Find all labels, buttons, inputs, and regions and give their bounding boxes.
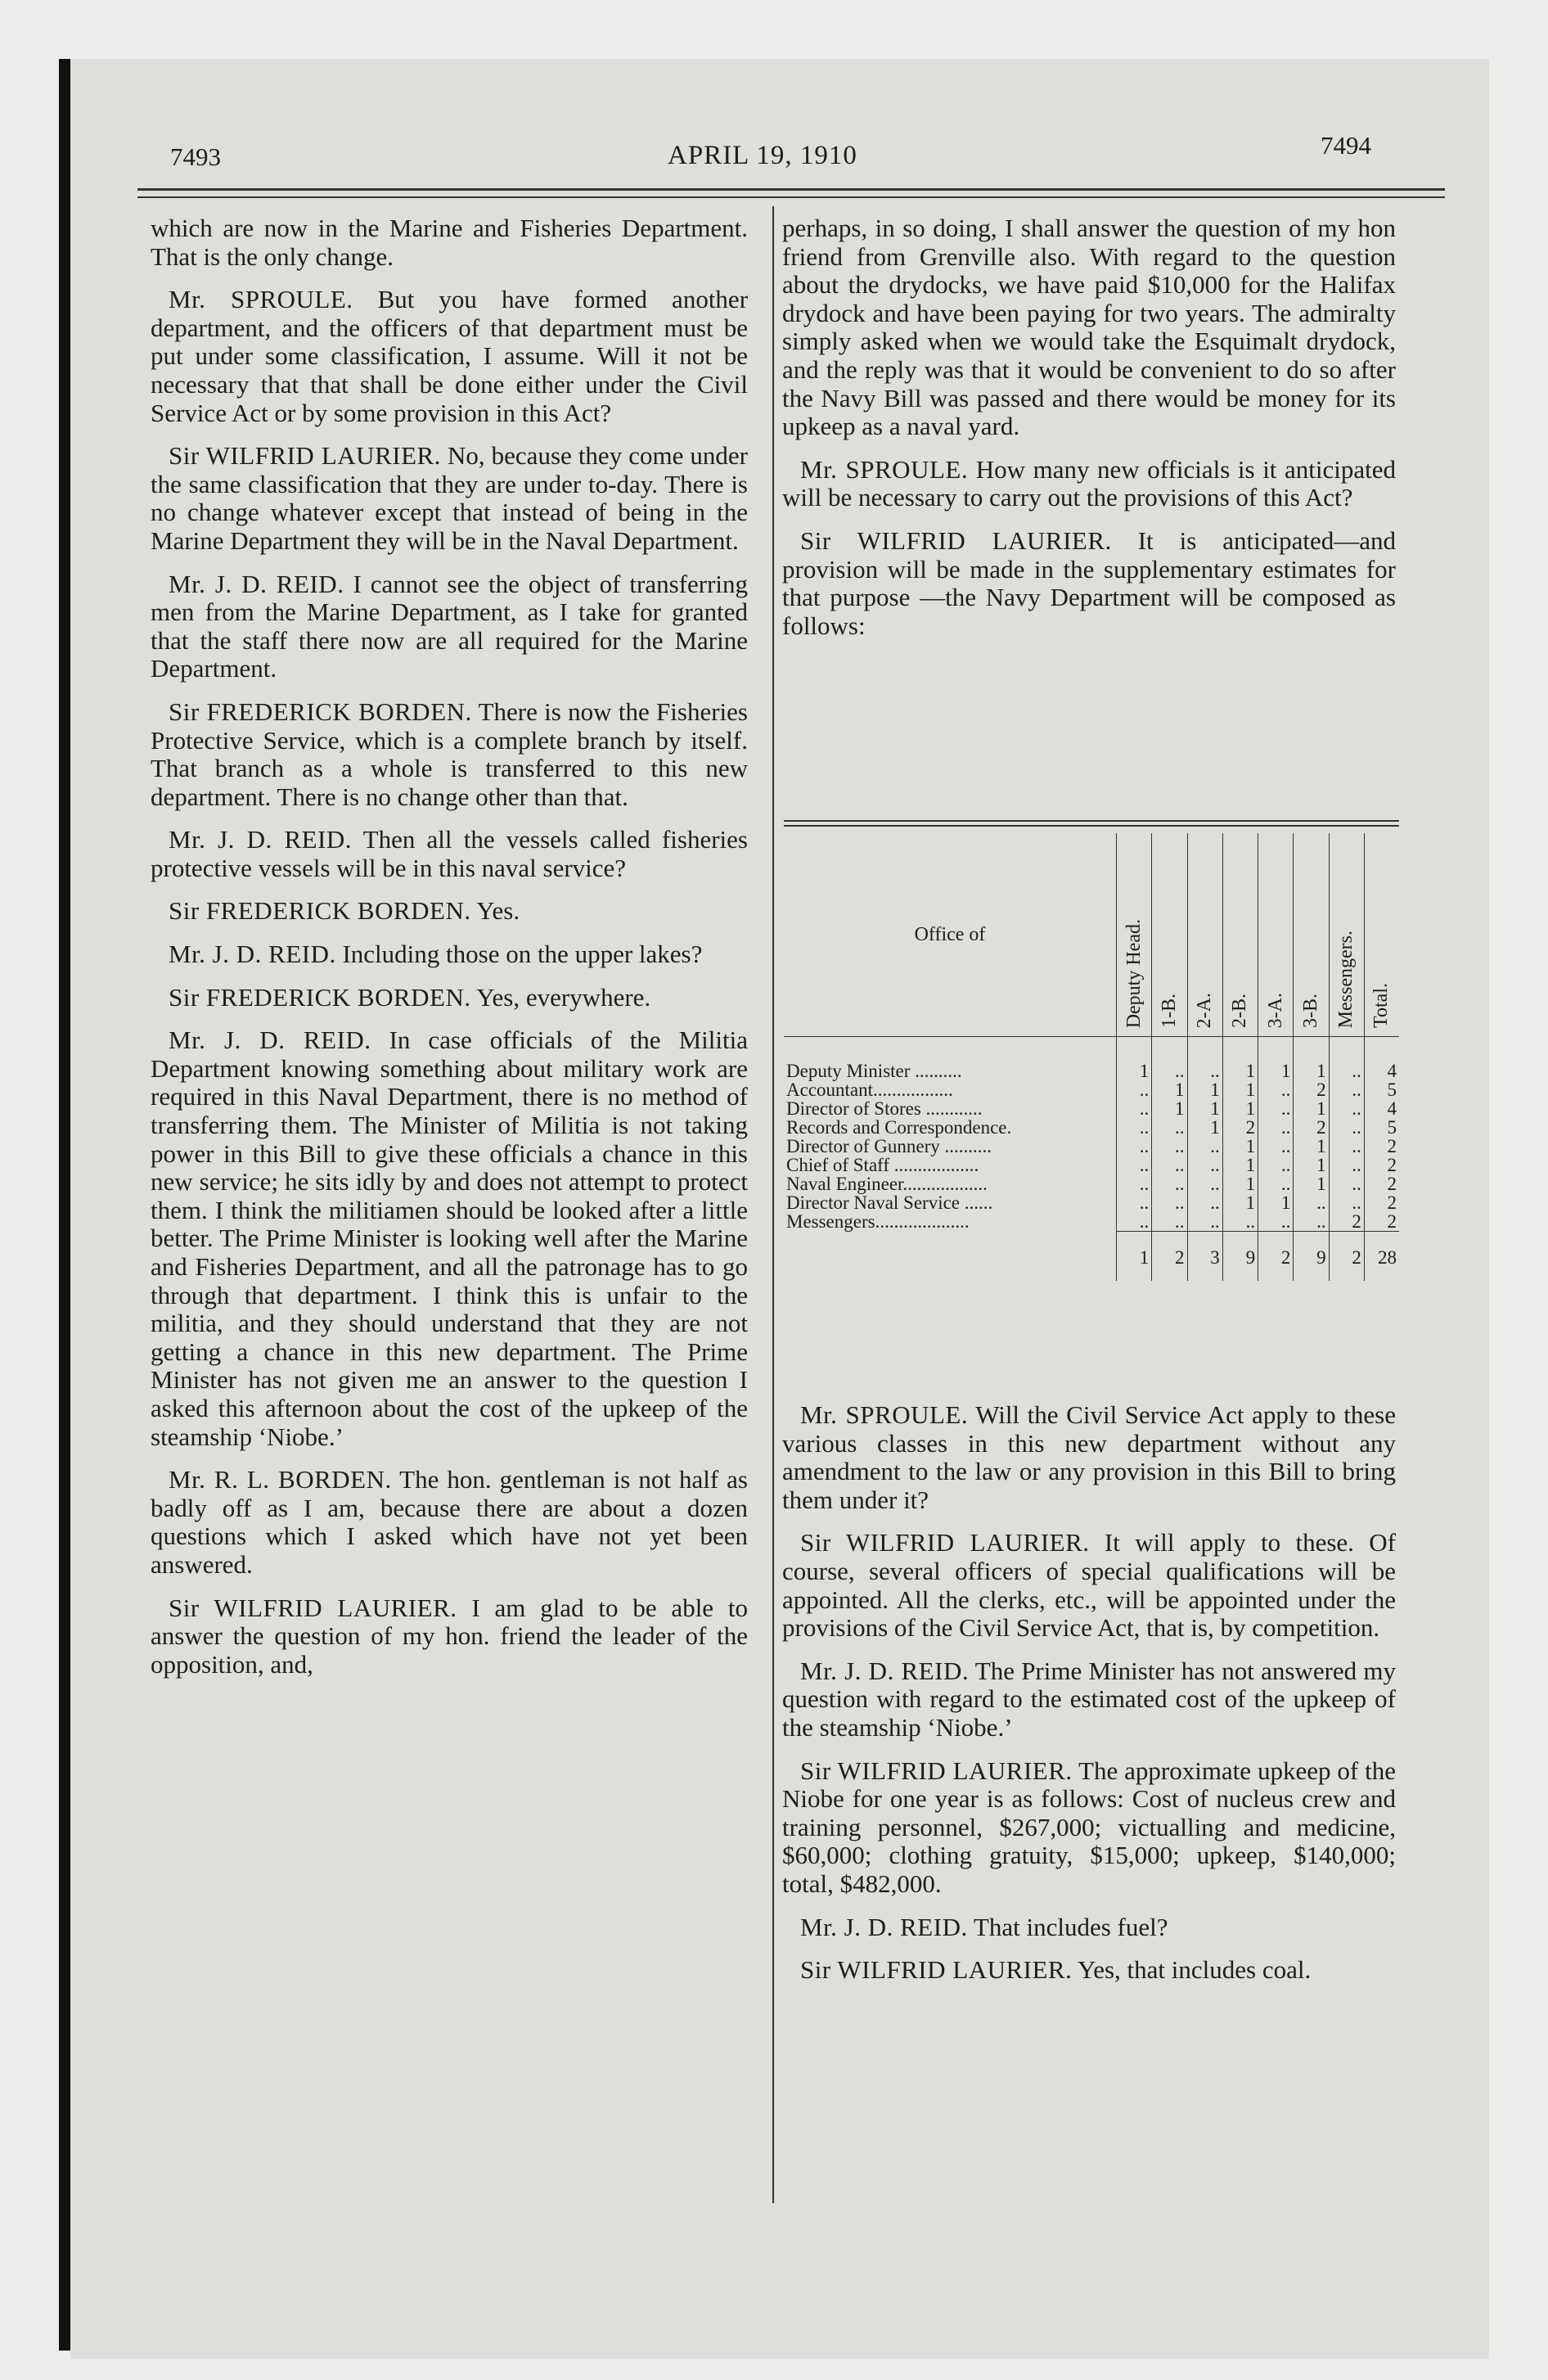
table-total-cell: 1	[1117, 1232, 1152, 1282]
table-row-office: Accountant.................	[786, 1080, 953, 1100]
table-cell: ..	[1329, 1137, 1364, 1156]
table-cell: 1	[1187, 1099, 1222, 1118]
speech-text: Then all the vessels called fisheries protective vessels will be in this naval service?	[151, 825, 748, 882]
table-totals-row	[784, 1232, 1399, 1282]
speech-text: The hon. gentleman is not half as badly off as I am, because there are about a dozen questions which I asked which have not yet been answered.	[151, 1465, 748, 1579]
speaker-name: Mr. J. D. REID.	[169, 569, 344, 598]
table-cell: ..	[1258, 1212, 1294, 1232]
table-total-cell: 3	[1187, 1232, 1222, 1282]
scan-edge	[59, 59, 70, 2351]
table-cell: ..	[1329, 1193, 1364, 1212]
table-cell: ..	[1329, 1080, 1364, 1099]
table-cell: 1	[1187, 1118, 1222, 1137]
table-cell: ..	[1329, 1174, 1364, 1193]
staff-table-block	[784, 820, 1399, 1352]
speech-paragraph	[151, 984, 748, 1012]
speech-text: In case officials of the Militia Department knowing something about military work are required in this Naval Department, there is no method of transferring them. The Minister of Militia is not taking power in this Bill to give these officials a chance in this new service; he sits idly by and does not attempt to protect them. I think the militiamen should be looked after a little better. The Prime Minister is looking well after the Marine and Fisheries Department, and all the patronage has to go through that department. I think this is unfair to the militia, and they should understand that they are not getting a chance in this new department. The Prime Minister has not given me an answer to the question I asked this afternoon about the cost of the upkeep of the steamship ‘Niobe.’	[151, 1025, 748, 1451]
speech-text: Will the Civil Service Act apply to these various classes in this new department without any amendment to the law or any provision in this Bill to bring them under it?	[782, 1400, 1396, 1514]
speech-text: How many new officials is it anticipated will be necessary to carry out the provisions of this Act?	[782, 454, 1397, 512]
table-cell: ..	[1187, 1137, 1222, 1156]
table-cell: 2	[1364, 1193, 1399, 1212]
table-cell: ..	[1329, 1099, 1364, 1118]
speech-text: That includes fuel?	[973, 1912, 1168, 1941]
speech-paragraph	[151, 940, 748, 969]
speech-paragraph	[151, 1466, 748, 1579]
table-row-office: Director of Gunnery ..........	[786, 1136, 992, 1156]
speech-paragraph	[151, 214, 748, 271]
table-cell: ..	[1329, 1037, 1364, 1081]
page-number-left: 7493	[170, 142, 221, 171]
table-cell: 1	[1222, 1137, 1258, 1156]
speech-text: Yes.	[476, 896, 520, 926]
right-column-top	[782, 214, 1396, 655]
table-cell: ..	[1117, 1193, 1152, 1212]
table-cell: 1	[1152, 1080, 1187, 1099]
table-cell: 1	[1222, 1193, 1258, 1212]
table-cell: 1	[1294, 1137, 1329, 1156]
table-cell: ..	[1117, 1080, 1152, 1099]
table-cell: 2	[1364, 1137, 1399, 1156]
table-cell: 2	[1329, 1212, 1364, 1232]
speaker-name: Sir WILFRID LAURIER.	[169, 1593, 457, 1622]
speech-paragraph	[151, 286, 748, 427]
table-rule	[784, 825, 1399, 827]
speech-paragraph	[782, 1529, 1396, 1642]
table-total-cell: 9	[1294, 1232, 1329, 1282]
table-cell: 5	[1364, 1118, 1399, 1137]
table-cell: ..	[1117, 1156, 1152, 1174]
table-header-total: Total.	[1364, 833, 1399, 1037]
table-cell: ..	[1152, 1212, 1187, 1232]
table-cell: 2	[1294, 1080, 1329, 1099]
speech-paragraph	[151, 442, 748, 555]
table-cell: 2	[1364, 1156, 1399, 1174]
table-cell: ..	[1258, 1099, 1294, 1118]
speech-text: Yes, everywhere.	[476, 982, 651, 1012]
table-cell: 4	[1364, 1037, 1399, 1081]
table-cell: ..	[1187, 1037, 1222, 1081]
table-cell: ..	[1294, 1212, 1329, 1232]
speech-text: It will apply to these. Of course, several officers of special qualifications will be appointed. All the clerks, etc., will be appointed under the provisions of the Civil Service Act, that is, by competition.	[782, 1528, 1397, 1643]
table-cell: ..	[1258, 1137, 1294, 1156]
table-row-office: Chief of Staff ..................	[786, 1155, 979, 1175]
table-cell: ..	[1222, 1212, 1258, 1232]
table-cell: ..	[1258, 1156, 1294, 1174]
table-cell: ..	[1117, 1137, 1152, 1156]
speech-paragraph	[151, 826, 748, 882]
staff-table	[784, 833, 1399, 1281]
table-cell: 2	[1364, 1174, 1399, 1193]
table-cell: 2	[1364, 1212, 1399, 1232]
table-cell: 1	[1222, 1156, 1258, 1174]
table-row-office: Deputy Minister ..........	[786, 1061, 962, 1081]
table-total-cell: 2	[1329, 1232, 1364, 1282]
table-cell: 1	[1222, 1099, 1258, 1118]
table-header-1b: 1-B.	[1152, 833, 1187, 1037]
speech-paragraph	[782, 1956, 1396, 1985]
speaker-name: Sir WILFRID LAURIER.	[800, 1528, 1090, 1557]
staff-table-header-row	[784, 833, 1399, 1037]
speech-paragraph	[151, 698, 748, 811]
speaker-name: Sir WILFRID LAURIER.	[800, 1955, 1073, 1985]
speech-text: It is anticipated—and provision will be made in the supplementary estimates for that purpose —the Navy Department will be composed as follows:	[782, 525, 1396, 640]
page-number-right: 7494	[1321, 131, 1371, 160]
table-header-deputy-head: Deputy Head.	[1117, 833, 1152, 1037]
table-cell: 1	[1258, 1193, 1294, 1212]
table-header-2a: 2-A.	[1187, 833, 1222, 1037]
speech-text: But you have formed another department, and the officers of that department must be put under some classification, I assume. Will it not be necessary that that shall be done either under the Civil Service Act or by some provision in this Act?	[151, 285, 749, 427]
table-cell: ..	[1329, 1118, 1364, 1137]
table-cell: ..	[1152, 1118, 1187, 1137]
table-header-3b: 3-B.	[1294, 833, 1329, 1037]
table-row-office: Naval Engineer..................	[786, 1174, 988, 1194]
speech-paragraph	[782, 1401, 1396, 1514]
table-totals-label	[784, 1232, 1117, 1282]
table-cell: 1	[1222, 1037, 1258, 1081]
left-column	[151, 214, 748, 1693]
header-rule	[137, 188, 1445, 191]
speech-paragraph	[151, 1026, 748, 1451]
table-total-cell: 28	[1364, 1232, 1399, 1282]
table-cell: 1	[1222, 1080, 1258, 1099]
table-row	[784, 1080, 1399, 1099]
table-cell: ..	[1152, 1137, 1187, 1156]
speaker-name: Sir WILFRID LAURIER.	[800, 525, 1112, 555]
table-row-office: Messengers....................	[786, 1211, 970, 1233]
speech-paragraph	[151, 570, 748, 683]
speaker-name: Sir FREDERICK BORDEN.	[169, 982, 471, 1012]
table-cell: 2	[1222, 1118, 1258, 1137]
speech-paragraph	[151, 897, 748, 926]
table-cell: 1	[1294, 1156, 1329, 1174]
speaker-name: Mr. SPROULE.	[800, 454, 969, 484]
speaker-name: Mr. J. D. REID.	[800, 1912, 968, 1941]
table-cell: 1	[1294, 1174, 1329, 1193]
speech-text: I cannot see the object of transferring men from the Marine Department, as I take for granted that the staff there now are all required for the Marine Department.	[151, 569, 749, 683]
table-cell: 1	[1294, 1099, 1329, 1118]
table-cell: ..	[1187, 1212, 1222, 1232]
speech-text: which are now in the Marine and Fisheries Department. That is the only change.	[151, 214, 748, 271]
speaker-name: Mr. J. D. REID.	[800, 1656, 970, 1685]
table-cell: 1	[1117, 1037, 1152, 1081]
table-row	[784, 1118, 1399, 1137]
table-cell: ..	[1117, 1118, 1152, 1137]
speech-paragraph	[782, 527, 1396, 640]
table-cell: ..	[1258, 1080, 1294, 1099]
speaker-name: Mr. SPROULE.	[800, 1400, 969, 1429]
table-cell: 1	[1258, 1037, 1294, 1081]
speaker-name: Sir FREDERICK BORDEN.	[169, 896, 471, 926]
table-cell: ..	[1152, 1156, 1187, 1174]
table-cell: 5	[1364, 1080, 1399, 1099]
speaker-name: Mr. SPROULE.	[169, 285, 353, 314]
speaker-name: Sir FREDERICK BORDEN.	[169, 696, 472, 726]
speaker-name: Mr. J. D. REID.	[169, 825, 353, 854]
table-row	[784, 1137, 1399, 1156]
speech-text: I am glad to be able to answer the question of my hon. friend the leader of the opposition, and,	[151, 1593, 749, 1679]
table-cell: ..	[1329, 1156, 1364, 1174]
speech-text: The Prime Minister has not answered my question with regard to the estimated cost of the upkeep of the steamship ‘Niobe.’	[782, 1656, 1396, 1742]
speech-paragraph	[782, 456, 1396, 512]
speaker-name: Mr. J. D. REID.	[169, 1025, 371, 1055]
speech-paragraph	[782, 1757, 1396, 1899]
table-row	[784, 1156, 1399, 1174]
table-cell: ..	[1258, 1118, 1294, 1137]
hansard-page	[70, 59, 1489, 2359]
table-cell: ..	[1187, 1156, 1222, 1174]
speaker-name: Mr. J. D. REID.	[169, 940, 336, 969]
speech-paragraph	[782, 1657, 1396, 1742]
table-row	[784, 1037, 1399, 1081]
speech-text: No, because they come under the same classification that they are under to-day. There is no change whatever except that instead of being in the Marine Department they will be in the Naval Department.	[151, 441, 748, 555]
speech-paragraph	[782, 214, 1396, 441]
table-row-office: Director Naval Service ......	[786, 1192, 993, 1213]
table-cell: ..	[1258, 1174, 1294, 1193]
speech-text: Including those on the upper lakes?	[342, 940, 703, 969]
table-cell: ..	[1187, 1174, 1222, 1193]
table-cell: 1	[1294, 1037, 1329, 1081]
table-row-office: Director of Stores ............	[786, 1098, 983, 1119]
table-row	[784, 1212, 1399, 1232]
table-total-cell: 2	[1152, 1232, 1187, 1282]
table-cell: 2	[1294, 1118, 1329, 1137]
table-header-3a: 3-A.	[1258, 833, 1294, 1037]
right-column-bottom	[782, 1401, 1396, 1999]
speech-text: perhaps, in so doing, I shall answer the question of my hon friend from Grenville also. With regard to the question about the drydocks, we have paid $10,000 for the Halifax drydock and have been paying for two years. The admiralty simply asked when we would take the Esquimalt drydock, and the reply was that it would be convenient to do so after the Navy Bill was passed and there would be money for its upkeep as a naval yard.	[782, 214, 1396, 441]
speaker-name: Sir WILFRID LAURIER.	[800, 1756, 1073, 1785]
table-header-office: Office of	[784, 833, 1117, 1037]
speech-paragraph	[782, 1913, 1396, 1942]
table-total-cell: 9	[1222, 1232, 1258, 1282]
table-total-cell: 2	[1258, 1232, 1294, 1282]
speech-text: The approximate upkeep of the Niobe for one year is as follows: Cost of nucleus crew and training personnel, $267,000; victualling and medicine, $60,000; clothing gratuity, $15,000; upkeep, $140,000; total, $482,000.	[782, 1756, 1396, 1898]
table-cell: 1	[1152, 1099, 1187, 1118]
table-rule	[784, 820, 1399, 822]
column-divider	[772, 206, 774, 2203]
table-cell: ..	[1152, 1174, 1187, 1193]
table-row-office: Records and Correspondence.	[786, 1117, 1012, 1138]
table-header-2b: 2-B.	[1222, 833, 1258, 1037]
speech-text: Yes, that includes coal.	[1077, 1955, 1312, 1985]
speech-text: There is now the Fisheries Protective Service, which is a complete branch by itself. That branch as a whole is transferred to this new department. There is no change other than that.	[151, 696, 748, 811]
table-cell: ..	[1117, 1174, 1152, 1193]
table-cell: ..	[1187, 1193, 1222, 1212]
table-cell: 4	[1364, 1099, 1399, 1118]
table-cell: ..	[1152, 1193, 1187, 1212]
page-date: APRIL 19, 1910	[668, 141, 857, 170]
speaker-name: Mr. R. L. BORDEN.	[169, 1465, 392, 1494]
table-header-messengers: Messengers.	[1329, 833, 1364, 1037]
table-cell: ..	[1152, 1037, 1187, 1081]
table-row	[784, 1174, 1399, 1193]
speech-paragraph	[151, 1594, 748, 1679]
table-cell: ..	[1117, 1212, 1152, 1232]
table-row	[784, 1099, 1399, 1118]
table-row	[784, 1193, 1399, 1212]
table-cell: 1	[1222, 1174, 1258, 1193]
table-cell: ..	[1117, 1099, 1152, 1118]
table-cell: 1	[1187, 1080, 1222, 1099]
speaker-name: Sir WILFRID LAURIER.	[169, 441, 441, 471]
header-rule	[137, 196, 1445, 198]
table-cell: ..	[1294, 1193, 1329, 1212]
